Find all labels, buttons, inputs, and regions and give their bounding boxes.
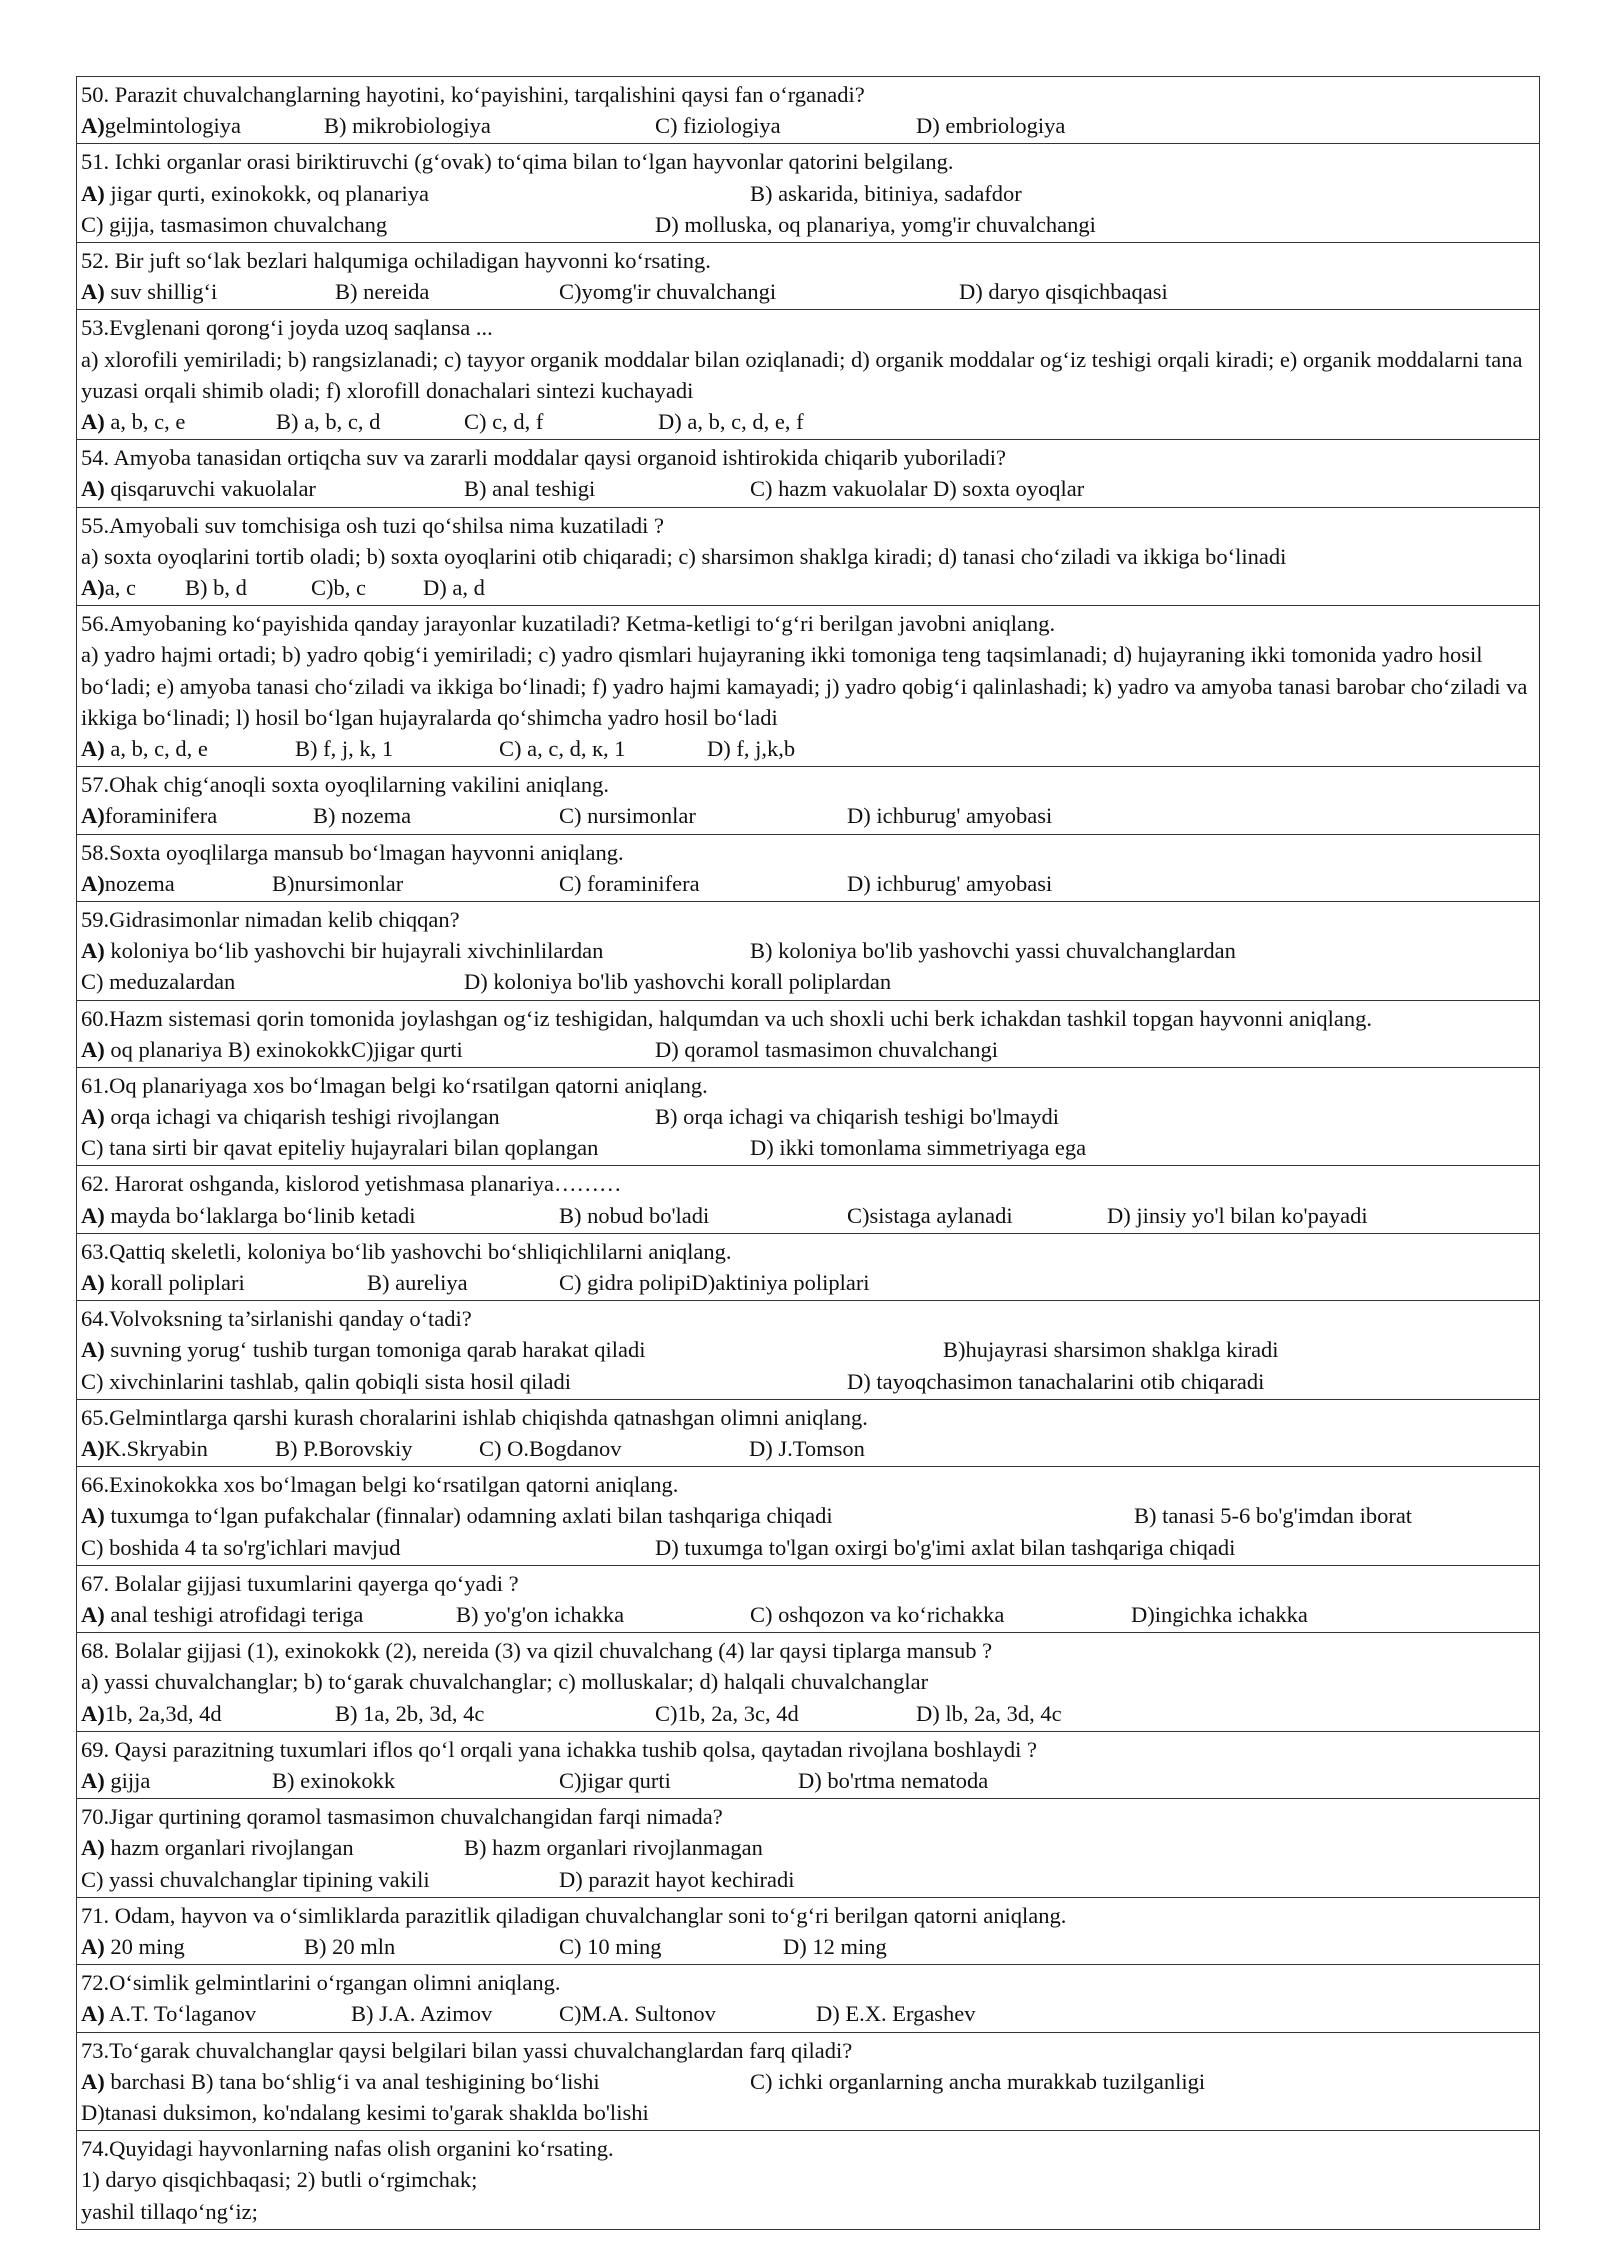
option-text: B) b, d (185, 574, 247, 600)
question-stem: 56.Amyobaning ko‘payishida qanday jarayonlar kuzatiladi? Ketma-ketligi to‘g‘ri berilgan javobni aniqlang. (81, 611, 1056, 637)
option-text: D) bo'rtma nematoda (798, 1767, 989, 1793)
question-stem: 52. Bir juft so‘lak bezlari halqumiga ochiladigan hayvonni ko‘rsating. (81, 247, 711, 273)
option-text: C)1b, 2a, 3c, 4d (655, 1700, 799, 1726)
answer-row (81, 966, 1535, 997)
answer-option (847, 1366, 1264, 1397)
answer-option (81, 733, 208, 764)
option-text: C) ichki organlarning ancha murakkab tuzilganligi (750, 2068, 1206, 2094)
answer-option (750, 2066, 1205, 2097)
option-text: C) foraminifera (559, 870, 700, 896)
option-text: D) koloniya bo'lib yashovchi korall poliplardan (464, 969, 892, 995)
answer-option (81, 1200, 416, 1231)
answer-row (81, 1200, 1535, 1231)
question-63 (77, 1234, 1539, 1301)
option-letter: A) (81, 1602, 105, 1627)
option-text: K.Skryabin (104, 1436, 208, 1462)
answer-option (750, 178, 1022, 209)
question-stem: 64.Volvoksning ta’sirlanishi qanday o‘tadi? (81, 1306, 472, 1332)
statement-list: a) yadro hajmi ortadi; b) yadro qobig‘i yemiriladi; c) yadro qismlari hujayraning ikki tomoniga teng taqsimlanadi; d) hujayraning ikki tomonida yadro hosil bo‘ladi; e) amyoba tanasi cho‘ziladi va ikkiga bo‘linadi; f) yadro hajmi kamayadi; j) yadro qobig‘i qalinlashadi; k) yadro va amyoba tanasi barobar cho‘ziladi va ikkiga bo‘linadi; l) hosil bo‘lgan hujayralarda qo‘shimcha yadro hosil bo‘ladi (81, 642, 1528, 730)
answer-option (81, 1267, 245, 1298)
option-text: C) oshqozon va ko‘richakka (750, 1602, 1005, 1627)
option-letter: A) (81, 1270, 105, 1296)
option-text: B) tanasi 5-6 bo'g'imdan iborat (1134, 1503, 1413, 1529)
option-text: D) ichburug' amyobasi (847, 803, 1053, 829)
answer-row (81, 406, 1535, 437)
answer-row (81, 868, 1535, 899)
answer-option (295, 733, 393, 764)
option-text: D) f, j,k,b (707, 735, 796, 761)
answer-row (81, 2066, 1535, 2097)
answer-option (707, 733, 795, 764)
question-stem: 60.Hazm sistemasi qorin tomonida joylashgan og‘iz teshigidan, halqumdan va uch shoxli uchi berk ichakdan tashkil topgan hayvonni aniqlang. (81, 1005, 1372, 1031)
question-62 (77, 1166, 1539, 1233)
option-text: nozema (104, 870, 175, 896)
answer-row (81, 473, 1535, 504)
answer-option (81, 1931, 185, 1962)
answer-row (81, 800, 1535, 831)
option-letter: A) (81, 1036, 105, 1062)
option-text: 20 ming (104, 1933, 185, 1959)
answer-row (81, 1765, 1535, 1796)
answer-option (81, 1998, 256, 2029)
option-text: a, b, c, e (104, 408, 186, 434)
question-stem: 58.Soxta oyoqlilarga mansub bo‘lmagan hayvonni aniqlang. (81, 839, 624, 865)
option-text: C) a, c, d, к, 1 (499, 735, 626, 761)
answer-option (559, 800, 696, 831)
answer-row (81, 1599, 1535, 1630)
answer-option (81, 209, 387, 240)
question-stem: 74.Quyidagi hayvonlarning nafas olish organini ko‘rsating. (81, 2136, 614, 2162)
question-61 (77, 1068, 1539, 1167)
option-text: D) E.X. Ergashev (816, 2001, 976, 2027)
option-text: C) boshida 4 ta so'rg'ichlari mavjud (81, 1534, 401, 1560)
answer-option (464, 473, 595, 504)
answer-option (81, 572, 136, 603)
answer-option (81, 1101, 500, 1132)
option-text: B) exinokokk (272, 1767, 396, 1793)
option-text: foraminifera (104, 803, 218, 829)
answer-option (655, 1532, 1235, 1563)
option-text: oq planariya B) exinokokkC)jigar qurti (104, 1036, 463, 1062)
answer-option (81, 1500, 833, 1531)
answer-option (272, 1765, 395, 1796)
option-text: B) J.A. Azimov (351, 2001, 493, 2027)
answer-option (367, 1267, 468, 1298)
option-text: C)yomg'ir chuvalchangi (559, 279, 777, 305)
question-72 (77, 1965, 1539, 2032)
option-text: B) yo'g'on ichakka (456, 1602, 625, 1627)
option-text: D) ikki tomonlama simmetriyaga ega (750, 1135, 1087, 1161)
option-text: D) tayoqchasimon tanachalarini otib chiqaradi (847, 1368, 1265, 1394)
option-letter: A) (81, 113, 105, 139)
answer-row (81, 1334, 1535, 1365)
answer-option (943, 1334, 1279, 1365)
option-text: C) yassi chuvalchanglar tipining vakili (81, 1866, 430, 1892)
answer-option (81, 473, 316, 504)
option-text: C) nursimonlar (559, 803, 696, 829)
answer-option (81, 1698, 222, 1729)
question-66 (77, 1467, 1539, 1566)
option-letter: A) (81, 1202, 105, 1228)
answer-row (81, 209, 1535, 240)
statement-list: a) xlorofili yemiriladi; b) rangsizlanadi; c) tayyor organik moddalar bilan oziqlanadi; d) organik moddalar og‘iz teshigi orqali kiradi; e) organik moddalarni tana yuzasi orqali shimib oladi; f) xlorofill donachalari sintezi kuchayadi (81, 346, 1523, 403)
answer-option (313, 800, 411, 831)
option-text: C)sistaga aylanadi (847, 1202, 1013, 1228)
answer-row (81, 1832, 1535, 1863)
question-stem: 62. Harorat oshganda, kislorod yetishmasa planariya……… (81, 1171, 622, 1197)
option-text: korall poliplari (104, 1270, 245, 1296)
option-text: B) hazm organlari rivojlanmagan (464, 1835, 763, 1861)
answer-option (750, 1132, 1086, 1163)
answer-row (81, 935, 1535, 966)
option-text: D) a, b, c, d, e, f (658, 408, 804, 434)
answer-option (335, 276, 429, 307)
option-text: C) meduzalardan (81, 969, 236, 995)
answer-option (81, 276, 217, 307)
answer-option (185, 572, 247, 603)
option-text: jigar qurti, exinokokk, oq planariya (104, 180, 430, 206)
question-stem: 59.Gidrasimonlar nimadan kelib chiqqan? (81, 906, 460, 932)
answer-option (559, 1267, 870, 1298)
answer-row (81, 1864, 1535, 1895)
question-58 (77, 835, 1539, 902)
option-letter: A) (81, 1436, 105, 1462)
option-text: B) 20 mln (304, 1933, 396, 1959)
question-sheet (76, 76, 1540, 2230)
answer-option (335, 1698, 484, 1729)
option-text: C) O.Bogdanov (479, 1436, 622, 1462)
option-text: D) ichburug' amyobasi (847, 870, 1053, 896)
option-text: B) askarida, bitiniya, sadafdor (750, 180, 1022, 206)
answer-option (81, 178, 429, 209)
answer-option (81, 1132, 598, 1163)
option-letter: A) (81, 735, 105, 761)
answer-row (81, 1532, 1535, 1563)
answer-option (81, 868, 175, 899)
answer-option (81, 1334, 645, 1365)
option-text: hazm organlari rivojlangan (104, 1835, 354, 1861)
answer-option (81, 2066, 600, 2097)
question-68 (77, 1633, 1539, 1732)
question-57 (77, 767, 1539, 834)
option-letter: A) (81, 1767, 105, 1793)
answer-option (1107, 1200, 1368, 1231)
question-52 (77, 243, 1539, 310)
option-letter: A) (81, 408, 105, 434)
option-text: D) embriologiya (916, 113, 1066, 139)
option-letter: A) (81, 1933, 105, 1959)
question-stem: 67. Bolalar gijjasi tuxumlarini qayerga qo‘yadi ? (81, 1570, 519, 1596)
answer-option (499, 733, 626, 764)
answer-option (655, 1698, 799, 1729)
answer-row (81, 1433, 1535, 1464)
answer-row (81, 1132, 1535, 1163)
question-stem: 63.Qattiq skeletli, koloniya bo‘lib yashovchi bo‘shliqichlilarni aniqlang. (81, 1238, 732, 1264)
question-50 (77, 77, 1539, 144)
question-stem: 50. Parazit chuvalchanglarning hayotini, ko‘payishini, tarqalishini qaysi fan o‘rganadi? (81, 82, 865, 107)
answer-option (655, 110, 781, 141)
answer-option (311, 572, 366, 603)
option-text: gijja (104, 1767, 151, 1793)
answer-option (658, 406, 804, 437)
answer-option (81, 800, 217, 831)
answer-row (81, 1698, 1535, 1729)
question-stem: 68. Bolalar gijjasi (1), exinokokk (2), nereida (3) va qizil chuvalchang (4) lar qaysi tiplarga mansub ? (81, 1638, 993, 1664)
question-stem: 51. Ichki organlar orasi biriktiruvchi (g‘ovak) to‘qima bilan to‘lgan hayvonlar qatorini belgilang. (81, 149, 954, 175)
question-stem: 65.Gelmintlarga qarshi kurash choralarini ishlab chiqishda qatnashgan olimni aniqlang. (81, 1404, 868, 1430)
answer-row (81, 1998, 1535, 2029)
option-text: C)jigar qurti (559, 1767, 671, 1793)
option-letter: A) (81, 1503, 105, 1529)
answer-option (916, 110, 1065, 141)
answer-option (1131, 1599, 1308, 1630)
option-text: B) orqa ichagi va chiqarish teshigi bo'lmaydi (655, 1104, 1059, 1130)
option-text: suv shillig‘i (104, 279, 218, 305)
question-69 (77, 1732, 1539, 1799)
option-text: B) a, b, c, d (276, 408, 381, 434)
option-letter: A) (81, 2068, 105, 2094)
answer-option (559, 1200, 709, 1231)
option-letter: A) (81, 1700, 105, 1726)
question-56 (77, 606, 1539, 767)
option-text: B) nereida (335, 279, 430, 305)
answer-option (351, 1998, 492, 2029)
question-stem: 71. Odam, hayvon va o‘simliklarda parazitlik qiladigan chuvalchanglar soni to‘g‘ri berilgan qatorni aniqlang. (81, 1902, 1067, 1928)
answer-option (559, 868, 700, 899)
question-stem: 55.Amyobali suv tomchisiga osh tuzi qo‘shilsa nima kuzatiladi ? (81, 512, 665, 538)
statement-list: a) yassi chuvalchanglar; b) to‘garak chuvalchanglar; c) molluskalar; d) halqali chuvalchanglar (81, 1669, 929, 1695)
answer-option (81, 2196, 258, 2227)
question-stem: 61.Oq planariyaga xos bo‘lmagan belgi ko‘rsatilgan qatorni aniqlang. (81, 1072, 708, 1098)
option-text: B) mikrobiologiya (324, 113, 491, 139)
answer-option (655, 1034, 998, 1065)
answer-option (423, 572, 485, 603)
option-text: B) nobud bo'ladi (559, 1202, 710, 1228)
option-text: D) daryo qisqichbaqasi (959, 279, 1168, 305)
answer-row (81, 1366, 1535, 1397)
statement-list: 1) daryo qisqichbaqasi; 2) butli o‘rgimchak; (81, 2167, 478, 2193)
option-text: mayda bo‘laklarga bo‘linib ketadi (104, 1202, 416, 1228)
option-letter: A) (81, 1104, 105, 1130)
answer-option (749, 1433, 865, 1464)
answer-option (655, 209, 1096, 240)
option-text: D) tuxumga to'lgan oxirgi bo'g'imi axlat bilan tashqariga chiqadi (655, 1534, 1236, 1560)
option-text: B) f, j, k, 1 (295, 735, 394, 761)
question-stem: 53.Evglenani qorong‘i joyda uzoq saqlansa ... (81, 315, 493, 341)
question-stem: 73.To‘garak chuvalchanglar qaysi belgilari bilan yassi chuvalchanglardan farq qiladi? (81, 2037, 853, 2063)
option-text: barchasi B) tana bo‘shlig‘i va anal teshigining bo‘lishi (104, 2068, 600, 2094)
option-text: B) 1a, 2b, 3d, 4c (335, 1700, 485, 1726)
option-text: D) qoramol tasmasimon chuvalchangi (655, 1036, 999, 1062)
answer-row (81, 572, 1535, 603)
question-73 (77, 2033, 1539, 2132)
answer-row (81, 110, 1535, 141)
answer-option (559, 1931, 662, 1962)
option-text: 1b, 2a,3d, 4d (104, 1700, 222, 1726)
option-text: gelmintologiya (104, 113, 241, 139)
answer-option (81, 110, 241, 141)
option-text: B) P.Borovskiy (275, 1436, 413, 1462)
answer-option (479, 1433, 622, 1464)
answer-option (916, 1698, 1062, 1729)
option-text: D) parazit hayot kechiradi (559, 1866, 795, 1892)
answer-option (81, 406, 185, 437)
option-text: D)tanasi duksimon, ko'ndalang kesimi to'garak shaklda bo'lishi (81, 2099, 649, 2125)
answer-option (81, 1864, 430, 1895)
answer-option (847, 800, 1052, 831)
answer-row (81, 1034, 1535, 1065)
answer-option (324, 110, 491, 141)
option-letter: A) (81, 1337, 105, 1363)
question-stem: 57.Ohak chig‘anoqli soxta oyoqlilarning vakilini aniqlang. (81, 772, 610, 798)
option-text: D) a, d (423, 574, 485, 600)
question-70 (77, 1799, 1539, 1898)
answer-option (750, 935, 1236, 966)
answer-option (847, 868, 1052, 899)
option-text: D) 12 ming (783, 1933, 887, 1959)
question-stem: 66.Exinokokka xos bo‘lmagan belgi ko‘rsatilgan qatorni aniqlang. (81, 1472, 679, 1498)
question-59 (77, 902, 1539, 1001)
option-letter: A) (81, 1835, 105, 1861)
answer-option (81, 1366, 571, 1397)
question-71 (77, 1898, 1539, 1965)
option-text: C) xivchinlarini tashlab, qalin qobiqli sista hosil qiladi (81, 1368, 571, 1394)
answer-option (81, 1765, 150, 1796)
answer-option (750, 473, 1084, 504)
option-text: B) nozema (313, 803, 412, 829)
option-text: a, b, c, d, e (104, 735, 208, 761)
answer-row (81, 2196, 1535, 2227)
answer-option (81, 1034, 463, 1065)
statement-list: a) soxta oyoqlarini tortib oladi; b) soxta oyoqlarini otib chiqaradi; c) sharsimon shaklga kiradi; d) tanasi cho‘ziladi va ikkiga bo‘linadi (81, 543, 1287, 569)
option-text: C) hazm vakuolalar D) soxta oyoqlar (750, 476, 1085, 502)
option-text: B)nursimonlar (272, 870, 404, 896)
answer-option (559, 276, 776, 307)
option-letter: A) (81, 2001, 105, 2027)
option-text: C) tana sirti bir qavat epiteliy hujayralari bilan qoplangan (81, 1135, 599, 1161)
question-65 (77, 1400, 1539, 1467)
answer-row (81, 1931, 1535, 1962)
answer-row (81, 733, 1535, 764)
question-stem: 54. Amyoba tanasidan ortiqcha suv va zararli moddalar qaysi organoid ishtirokida chiqarib yuboriladi? (81, 445, 1006, 471)
option-text: D) J.Tomson (749, 1436, 865, 1462)
answer-option (655, 1101, 1059, 1132)
option-text: C) c, d, f (464, 408, 544, 434)
option-letter: A) (81, 180, 105, 206)
option-text: orqa ichagi va chiqarish teshigi rivojlangan (104, 1104, 500, 1130)
answer-option (272, 868, 403, 899)
answer-row (81, 1500, 1535, 1531)
option-text: C)b, c (311, 574, 366, 600)
question-stem: 69. Qaysi parazitning tuxumlari iflos qo‘l orqali yana ichakka tushib qolsa, qaytadan rivojlana boshlaydi ? (81, 1736, 1038, 1762)
answer-option (81, 1599, 363, 1630)
answer-option (750, 1599, 1004, 1630)
option-text: C) gidra polipiD)aktiniya poliplari (559, 1270, 870, 1296)
answer-option (81, 966, 235, 997)
question-67 (77, 1566, 1539, 1633)
option-text: B) aureliya (367, 1270, 468, 1296)
option-text: A.T. To‘laganov (104, 2001, 257, 2027)
answer-option (275, 1433, 413, 1464)
option-letter: A) (81, 870, 105, 896)
question-60 (77, 1001, 1539, 1068)
option-text: B)hujayrasi sharsimon shaklga kiradi (943, 1337, 1279, 1363)
option-text: a, c (104, 574, 136, 600)
answer-option (456, 1599, 624, 1630)
question-55 (77, 508, 1539, 607)
answer-option (1134, 1500, 1412, 1531)
option-text: C) fiziologiya (655, 113, 781, 139)
answer-row (81, 1101, 1535, 1132)
option-text: D) molluska, oq planariya, yomg'ir chuvalchangi (655, 211, 1096, 237)
option-letter: A) (81, 476, 105, 502)
answer-option (81, 2097, 649, 2128)
option-text: D) lb, 2a, 3d, 4c (916, 1700, 1062, 1726)
option-text: B) koloniya bo'lib yashovchi yassi chuvalchanglardan (750, 938, 1236, 964)
answer-option (783, 1931, 887, 1962)
option-text: suvning yorug‘ tushib turgan tomoniga qarab harakat qiladi (104, 1337, 646, 1363)
answer-option (559, 1864, 795, 1895)
option-text: C) gijja, tasmasimon chuvalchang (81, 211, 388, 237)
option-text: B) anal teshigi (464, 476, 596, 502)
answer-option (81, 1532, 401, 1563)
answer-option (304, 1931, 395, 1962)
answer-option (464, 1832, 763, 1863)
question-51 (77, 144, 1539, 243)
answer-option (81, 1832, 354, 1863)
answer-row (81, 2097, 1535, 2128)
answer-option (559, 1765, 671, 1796)
option-text: yashil tillaqo‘ng‘iz; (81, 2198, 258, 2224)
option-text: tuxumga to‘lgan pufakchalar (finnalar) odamning axlati bilan tashqariga chiqadi (104, 1503, 833, 1529)
answer-option (559, 1998, 716, 2029)
option-text: koloniya bo‘lib yashovchi bir hujayrali xivchinlilardan (104, 938, 604, 964)
answer-option (276, 406, 380, 437)
option-text: anal teshigi atrofidagi teriga (104, 1602, 364, 1627)
answer-row (81, 276, 1535, 307)
question-stem: 70.Jigar qurtining qoramol tasmasimon chuvalchangidan farqi nimada? (81, 1804, 723, 1830)
option-text: C)M.A. Sultonov (559, 2001, 716, 2027)
option-letter: A) (81, 938, 105, 964)
answer-row (81, 1267, 1535, 1298)
answer-option (798, 1765, 988, 1796)
answer-row (81, 178, 1535, 209)
option-text: C) 10 ming (559, 1933, 662, 1959)
answer-option (959, 276, 1168, 307)
option-text: D)ingichka ichakka (1131, 1602, 1308, 1627)
question-74 (77, 2131, 1539, 2229)
question-64 (77, 1301, 1539, 1400)
answer-option (847, 1200, 1013, 1231)
answer-option (464, 406, 543, 437)
question-stem: 72.O‘simlik gelmintlarini o‘rgangan olimni aniqlang. (81, 1970, 561, 1996)
question-54 (77, 440, 1539, 507)
answer-option (464, 966, 891, 997)
option-text: D) jinsiy yo'l bilan ko'payadi (1107, 1202, 1368, 1228)
option-letter: A) (81, 574, 105, 600)
option-text: qisqaruvchi vakuolalar (104, 476, 316, 502)
option-letter: A) (81, 803, 105, 829)
answer-option (81, 935, 603, 966)
question-53 (77, 310, 1539, 440)
answer-option (81, 1433, 208, 1464)
option-letter: A) (81, 279, 105, 305)
answer-option (816, 1998, 976, 2029)
